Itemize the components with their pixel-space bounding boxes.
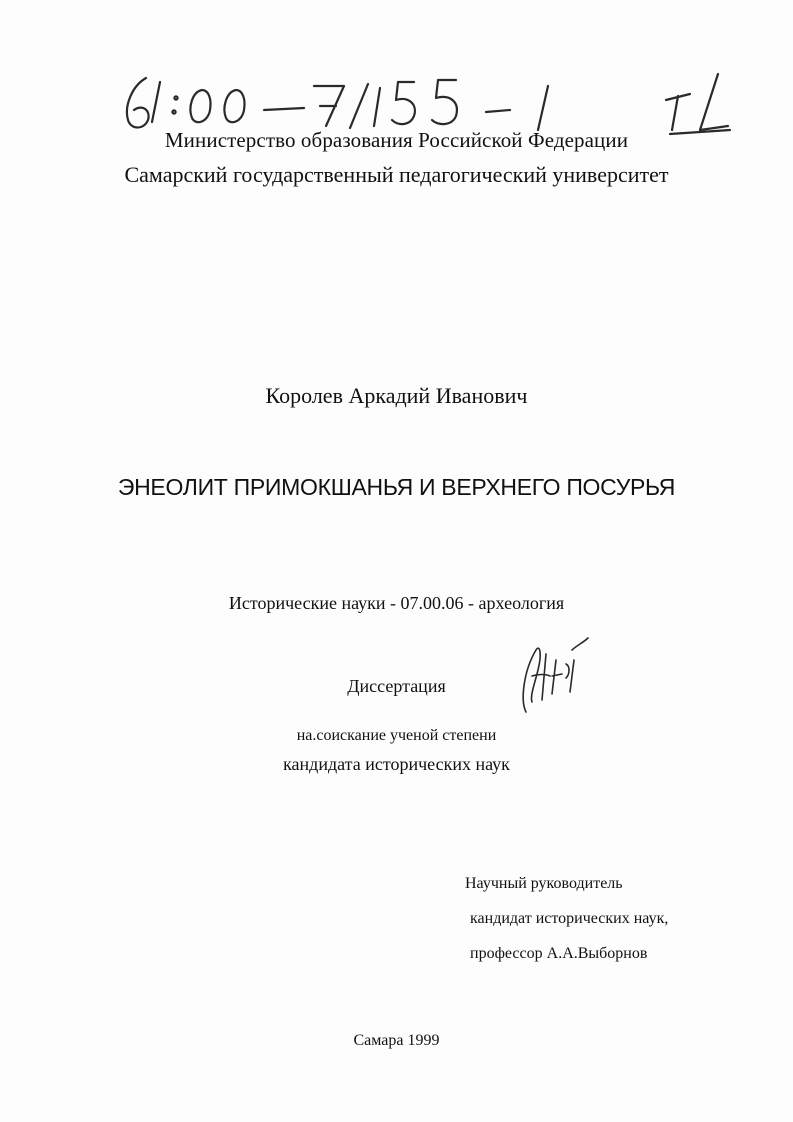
author-name: Королев Аркадий Иванович: [265, 383, 528, 408]
dissertation-title: ЭНЕОЛИТ ПРИМОКШАНЬЯ И ВЕРХНЕГО ПОСУРЬЯ: [117, 474, 676, 500]
city-year: Самара 1999: [353, 1032, 440, 1049]
university-name: Самарский государственный педагогический университет: [124, 162, 669, 187]
ministry-name: Министерство образования Российской Федерации: [164, 128, 629, 152]
degree-line-2: кандидата исторических наук: [283, 754, 510, 774]
document-type: Диссертация: [347, 676, 446, 696]
supervisor-label: Научный руководитель: [465, 875, 623, 892]
specialty-line: Исторические науки - 07.00.06 - археология: [228, 593, 565, 613]
supervisor-name: профессор А.А.Выборнов: [470, 945, 648, 962]
signature-mark: [512, 630, 592, 720]
degree-line-1: на.соискание ученой степени: [296, 727, 497, 744]
supervisor-degree: кандидат исторических наук,: [470, 910, 669, 927]
